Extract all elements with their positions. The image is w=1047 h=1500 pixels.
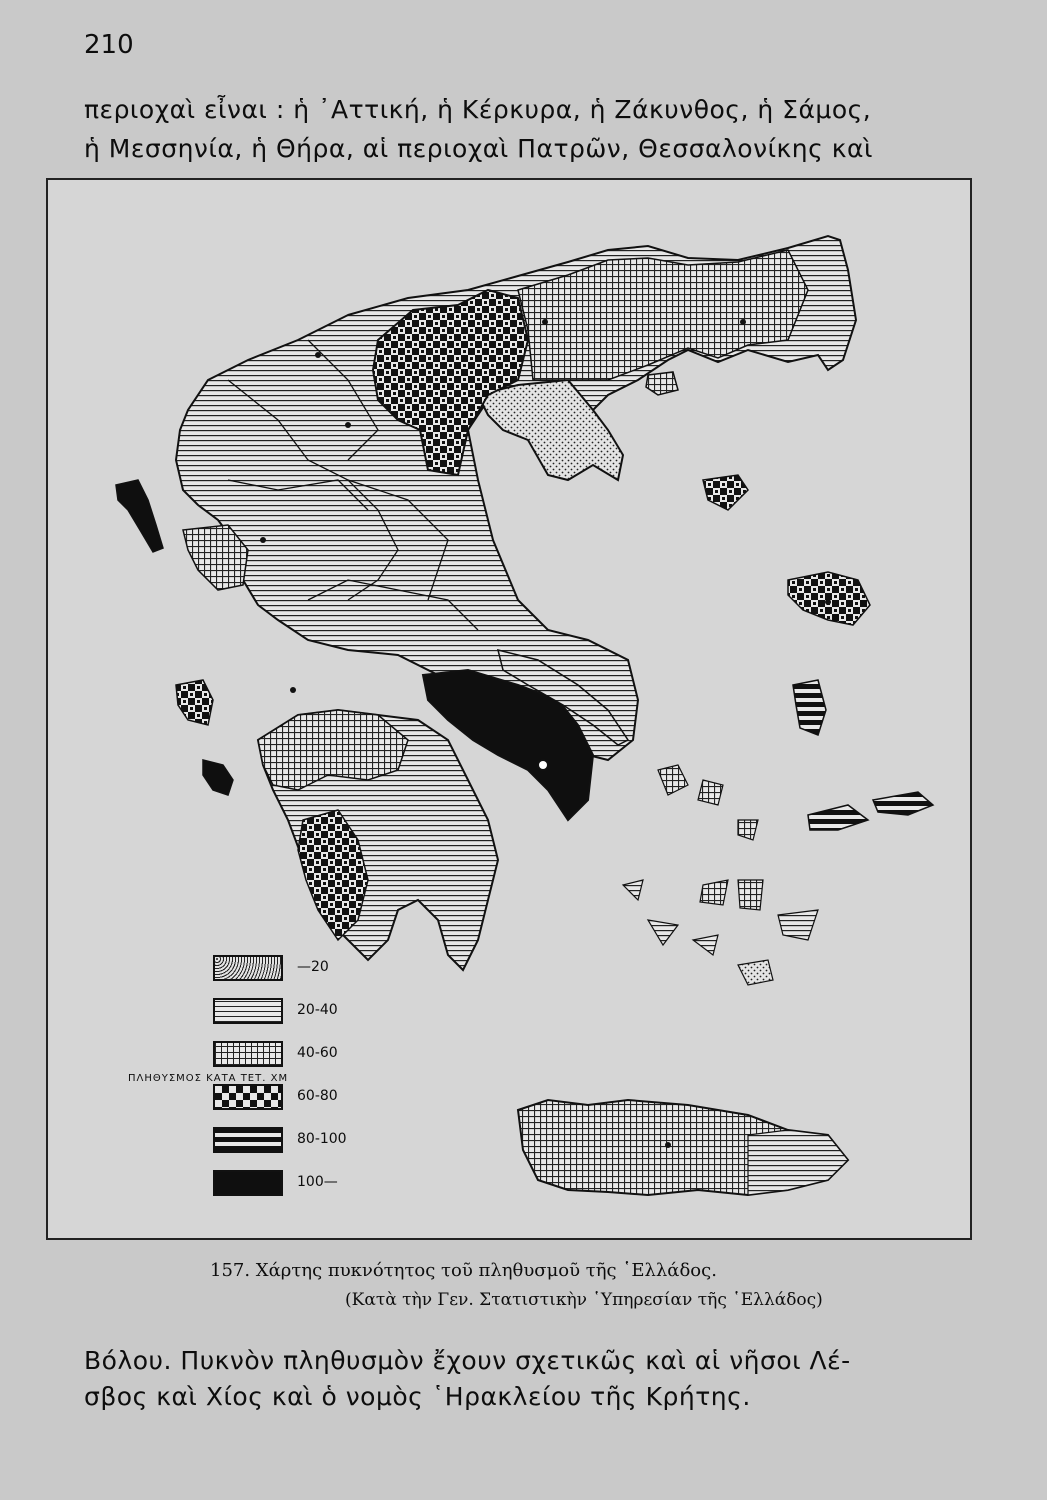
legend-title: ΠΛΗΘΥΣΜΟΣ ΚΑΤΑ ΤΕΤ. ΧΜ — [128, 1073, 289, 1084]
page-number: 210 — [84, 30, 134, 60]
legend-item — [213, 1170, 363, 1198]
legend-item — [213, 998, 363, 1026]
legend-label: 60-80 — [297, 1088, 338, 1104]
legend-label: 80-100 — [297, 1131, 347, 1147]
legend-label: 40-60 — [297, 1045, 338, 1061]
chios-island — [793, 680, 826, 735]
corfu-island — [116, 480, 163, 552]
population-density-map — [46, 178, 972, 1240]
ikaria-island — [873, 792, 933, 815]
cyclades-islands — [623, 765, 818, 985]
body-text-line: περιοχαὶ εἶναι : ἡ ᾿Αττική, ἡ Κέρκυρα, ἡ Ζάκυνθος, ἡ Σάμος, — [84, 95, 872, 124]
body-text-line: ἡ Μεσσηνία, ἡ Θήρα, αἱ περιοχαὶ Πατρῶν, Θεσσαλονίκης καὶ — [84, 134, 873, 163]
figure-source: (Κατὰ τὴν Γεν. Στατιστικὴν ῾Υπηρεσίαν τῆς ῾Ελλάδος) — [345, 1290, 823, 1310]
legend-swatch-dots — [213, 955, 283, 981]
legend-swatch-checker — [213, 1084, 283, 1110]
legend-label: 100— — [297, 1174, 338, 1190]
legend-swatch-thickbars — [213, 1127, 283, 1153]
legend-swatch-grid — [213, 1041, 283, 1067]
legend-label: 20-40 — [297, 1002, 338, 1018]
lesvos-island — [788, 572, 870, 625]
legend-item — [213, 1084, 363, 1112]
legend-item — [213, 1127, 363, 1155]
zakynthos-island — [203, 760, 233, 795]
body-text-line: Βόλου. Πυκνὸν πληθυσμὸν ἔχουν σχετικῶς καὶ αἱ νῆσοι Λέ- — [84, 1346, 851, 1375]
legend-swatch-solid — [213, 1170, 283, 1196]
legend-label: —20 — [297, 959, 329, 975]
legend-swatch-hlines — [213, 998, 283, 1024]
figure-caption: 157. Χάρτης πυκνότητος τοῦ πληθυσμοῦ τῆς ῾Ελλάδος. — [210, 1260, 717, 1281]
samos-island — [808, 805, 868, 830]
thasos-island — [646, 372, 678, 395]
legend-item — [213, 1041, 363, 1069]
legend-item — [213, 955, 363, 983]
limnos-island — [703, 475, 748, 510]
kefalonia-island — [176, 680, 213, 725]
body-text-line: σβος καὶ Χίος καὶ ὁ νομὸς ῾Ηρακλείου τῆς Κρήτης. — [84, 1382, 751, 1411]
